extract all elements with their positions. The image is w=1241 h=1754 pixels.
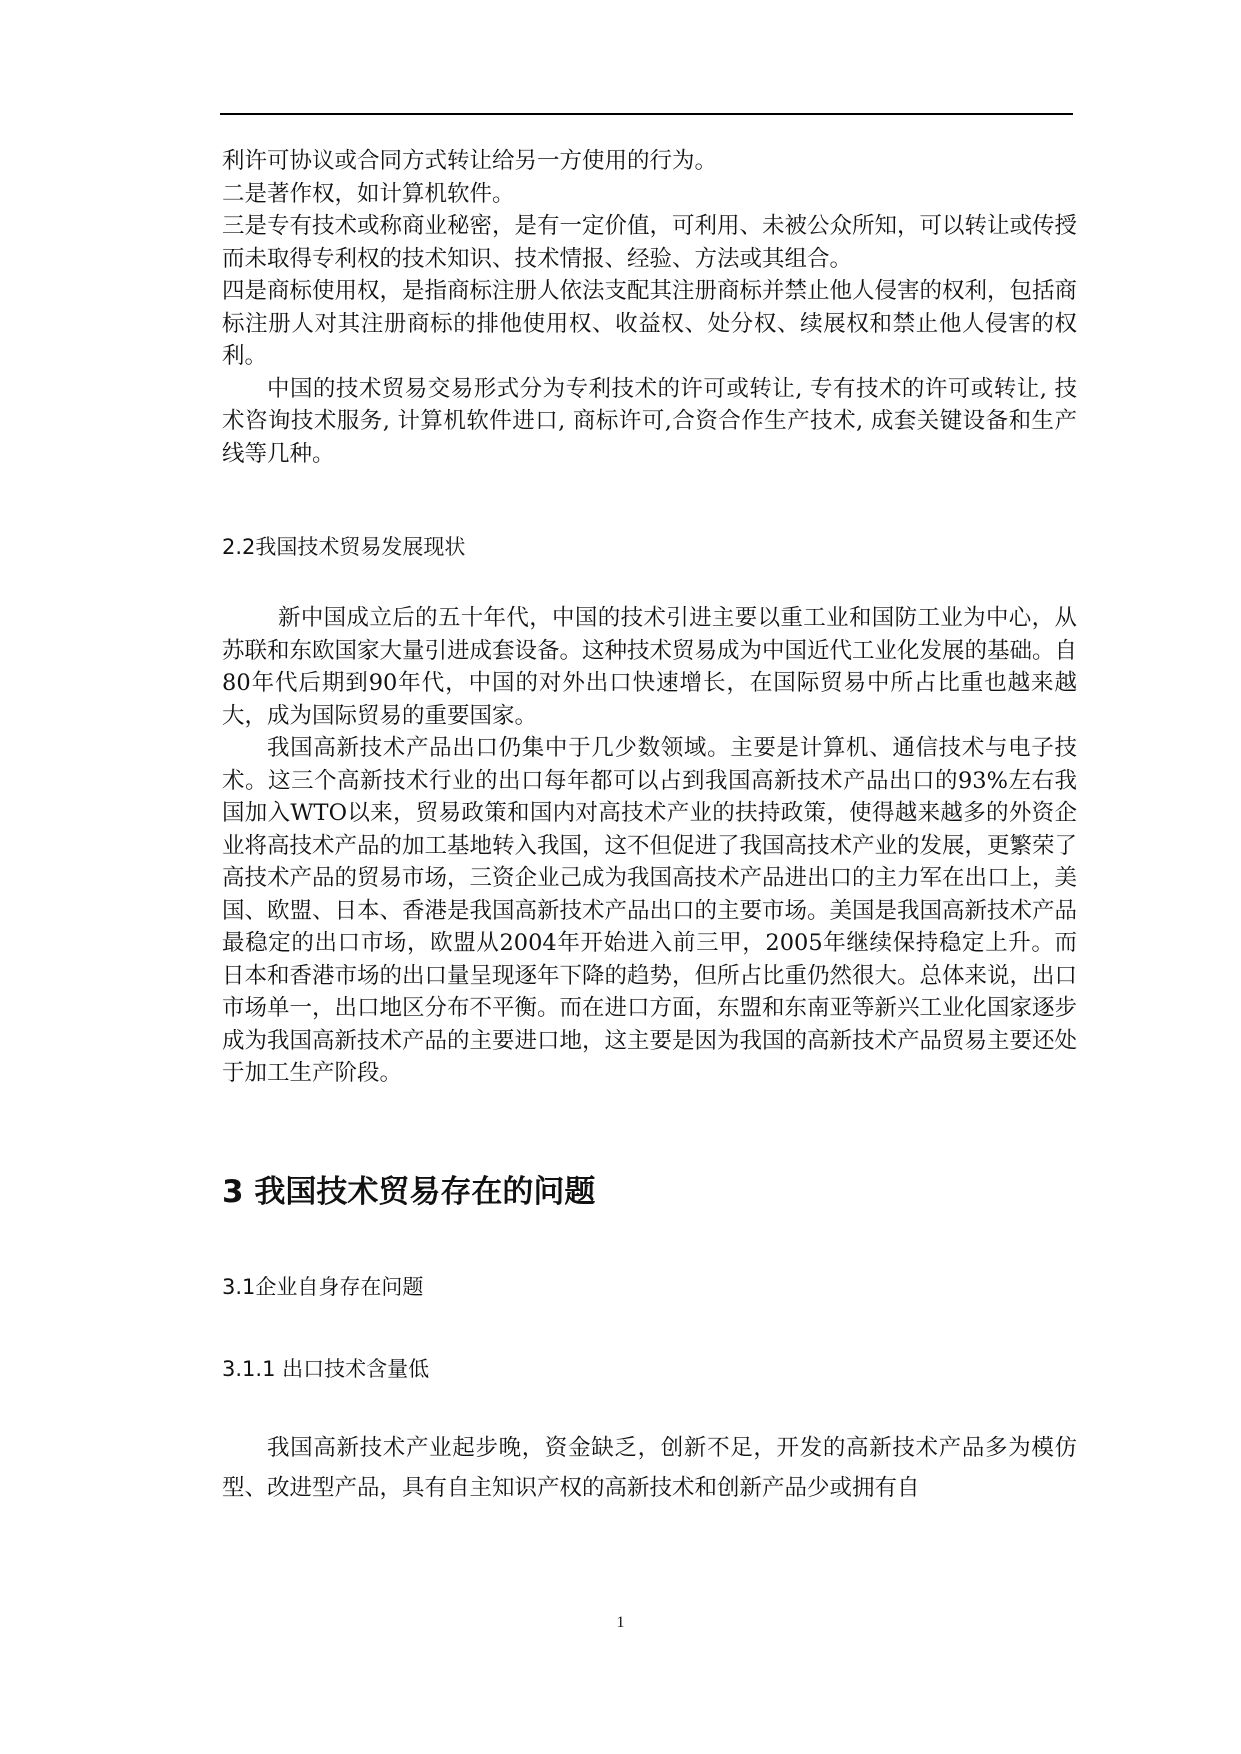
paragraph-2-2-1: 新中国成立后的五十年代，中国的技术引进主要以重工业和国防工业为中心，从苏联和东欧国家大量引进成套设备。这种技术贸易成为中国近代工业化发展的基础。自80年代后期到90年代，中国的对外出口快速增长，在国际贸易中所占比重也越来越大，成为国际贸易的重要国家。 <box>222 605 1078 729</box>
page-number: 1 <box>616 1614 625 1631</box>
paragraph-4: 四是商标使用权，是指商标注册人依法支配其注册商标并禁止他人侵害的权利，包括商标注册人对其注册商标的排他使用权、收益权、处分权、续展权和禁止他人侵害的权利。 <box>222 278 1078 369</box>
page-body <box>222 145 1077 1508</box>
paragraph-5: 中国的技术贸易交易形式分为专利技术的许可或转让, 专有技术的许可或转让, 技术咨询技术服务, 计算机软件进口, 商标许可,合资合作生产技术, 成套关键设备和生产线等几种。 <box>222 375 1077 467</box>
section-heading-3-1-1: 3.1.1 出口技术含量低 <box>222 1356 430 1381</box>
header-rule <box>220 113 1073 115</box>
section-heading-3-1: 3.1企业自身存在问题 <box>222 1274 424 1299</box>
paragraph-2: 二是著作权，如计算机软件。 <box>222 180 515 207</box>
chapter-heading-3: 3 我国技术贸易存在的问题 <box>222 1173 596 1210</box>
paragraph-3: 三是专有技术或称商业秘密，是有一定价值，可利用、未被公众所知，可以转让或传授而未取得专利权的技术知识、技术情报、经验、方法或其组合。 <box>222 213 1078 272</box>
paragraph-1: 利许可协议或合同方式转让给另一方使用的行为。 <box>222 148 718 174</box>
paragraph-3-1-1: 我国高新技术产业起步晚，资金缺乏，创新不足，开发的高新技术产品多为模仿型、改进型产品，具有自主知识产权的高新技术和创新产品少或拥有自 <box>222 1434 1077 1501</box>
section-heading-2-2: 2.2我国技术贸易发展现状 <box>222 535 466 559</box>
paragraph-2-2-2: 我国高新技术产品出口仍集中于几少数领域。主要是计算机、通信技术与电子技术。这三个高新技术行业的出口每年都可以占到我国高新技术产品出口的93%左右我国加入WTO以来，贸易政策和国内对高技术产业的扶持政策，使得越来越多的外资企业将高技术产品的加工基地转入我国，这不但促进了我国高技术产业的发展，更繁荣了高技术产品的贸易市场，三资企业己成为我国高技术产品进出口的主力军在出口上，美国、欧盟、日本、香港是我国高新技术产品出口的主要市场。美国是我国高新技术产品最稳定的出口市场，欧盟从2004年开始进入前三甲，2005年继续保持稳定上升。而日本和香港市场的出口量呈现逐年下降的趋势，但所占比重仍然很大。总体来说，出口市场单一，出口地区分布不平衡。而在进口方面，东盟和东南亚等新兴工业化国家逐步成为我国高新技术产品的主要进口地，这主要是因为我国的高新技术产品贸易主要还处于加工生产阶段。 <box>222 735 1078 1086</box>
